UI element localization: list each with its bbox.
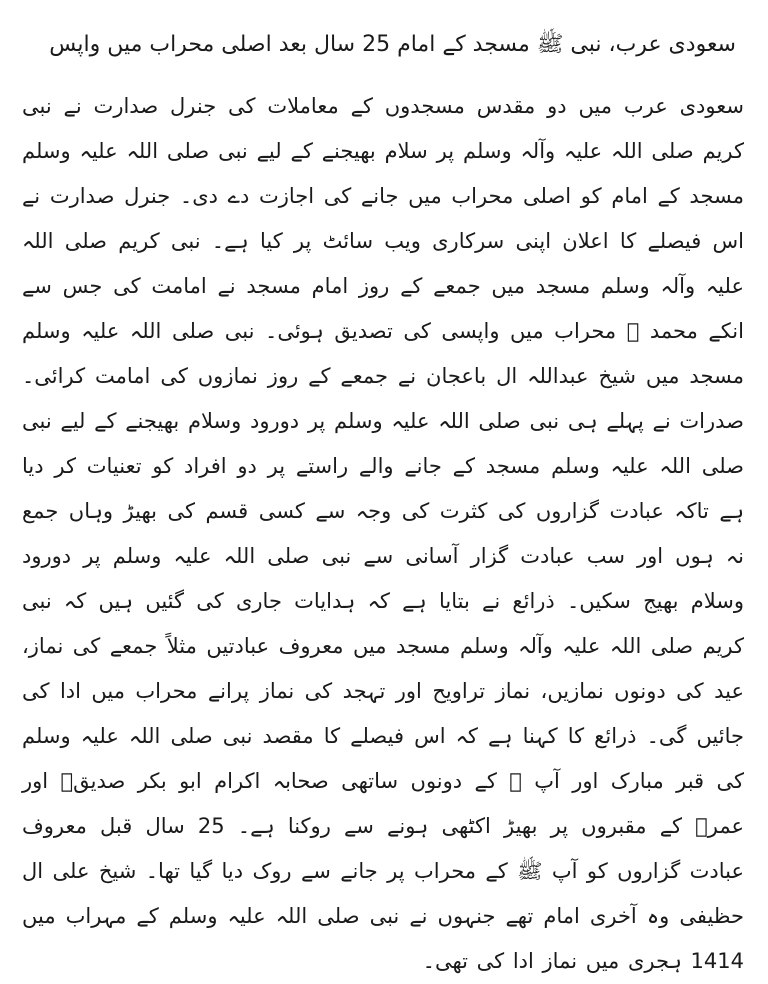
article-body: سعودی عرب میں دو مقدس مسجدوں کے معاملات کی جنرل صدارت نے نبی کریم صلی اللہ علیہ وآلہ وسلم پر سلام بھیجنے کے لیے نبی صلی اللہ علیہ وسلم مسجد کے امام کو اصلی محراب میں جانے کی اجازت دے دی۔ جنرل صدارت نے اس فیصلے کا اعلان اپنی سرکاری ویب سائٹ پر کیا ہے۔ نبی کریم صلی اللہ علیہ وآلہ وسلم مسجد میں جمعے کے روز امام مسجد نے امامت کی جس سے انکے محمد ﷺ محراب میں واپسی کی تصدیق ہوئی۔ نبی صلی اللہ علیہ وسلم مسجد میں شیخ عبداللہ ال باعجان نے جمعے کے روز نمازوں کی امامت کرائی۔ صدرات نے پہلے ہی نبی صلی اللہ علیہ وسلم پر دورود وسلام بھیجنے کے لیے نبی صلی اللہ علیہ وسلم مسجد کے جانے والے راستے پر دو افراد کو تعنیات کر دیا ہے تاکہ عبادت گزاروں کی کثرت کی وجہ سے کسی قسم کی بھیڑ وہاں جمع نہ ہوں اور سب عبادت گزار آسانی سے نبی صلی اللہ علیہ وسلم پر دورود وسلام بھیج سکیں۔ ذرائع نے بتایا ہے کہ ہدایات جاری کی گئیں ہیں کہ نبی کریم صلی اللہ علیہ وآلہ وسلم مسجد میں معروف عبادتیں مثلاً جمعے کی نماز، عید کی دونوں نمازیں، نماز تراویح اور تہجد کی نماز پرانے محراب میں ادا کی جائیں گی۔ ذرائع کا کہنا ہے کہ اس فیصلے کا مقصد نبی صلی اللہ علیہ وسلم کی قبر مبارک اور آپ ﷺ کے دونوں ساتھی صحابہ اکرام ابو بکر صدیقؓ اور عمرؓ کے مقبروں پر بھیڑ اکٹھی ہونے سے روکنا ہے۔ 25 سال قبل معروف عبادت گزاروں کو آپ ﷺ کے محراب پر جانے سے روک دیا گیا تھا۔ شیخ علی ال حظیفی وہ آخری امام تھے جنہوں نے نبی صلی اللہ علیہ وسلم کے مہراب میں 1414 ہجری میں نماز ادا کی تھی۔ xyxy=(22,94,745,973)
article-headline: سعودی عرب، نبی ﷺ مسجد کے امام 25 سال بعد اصلی محراب میں واپس xyxy=(49,32,736,57)
